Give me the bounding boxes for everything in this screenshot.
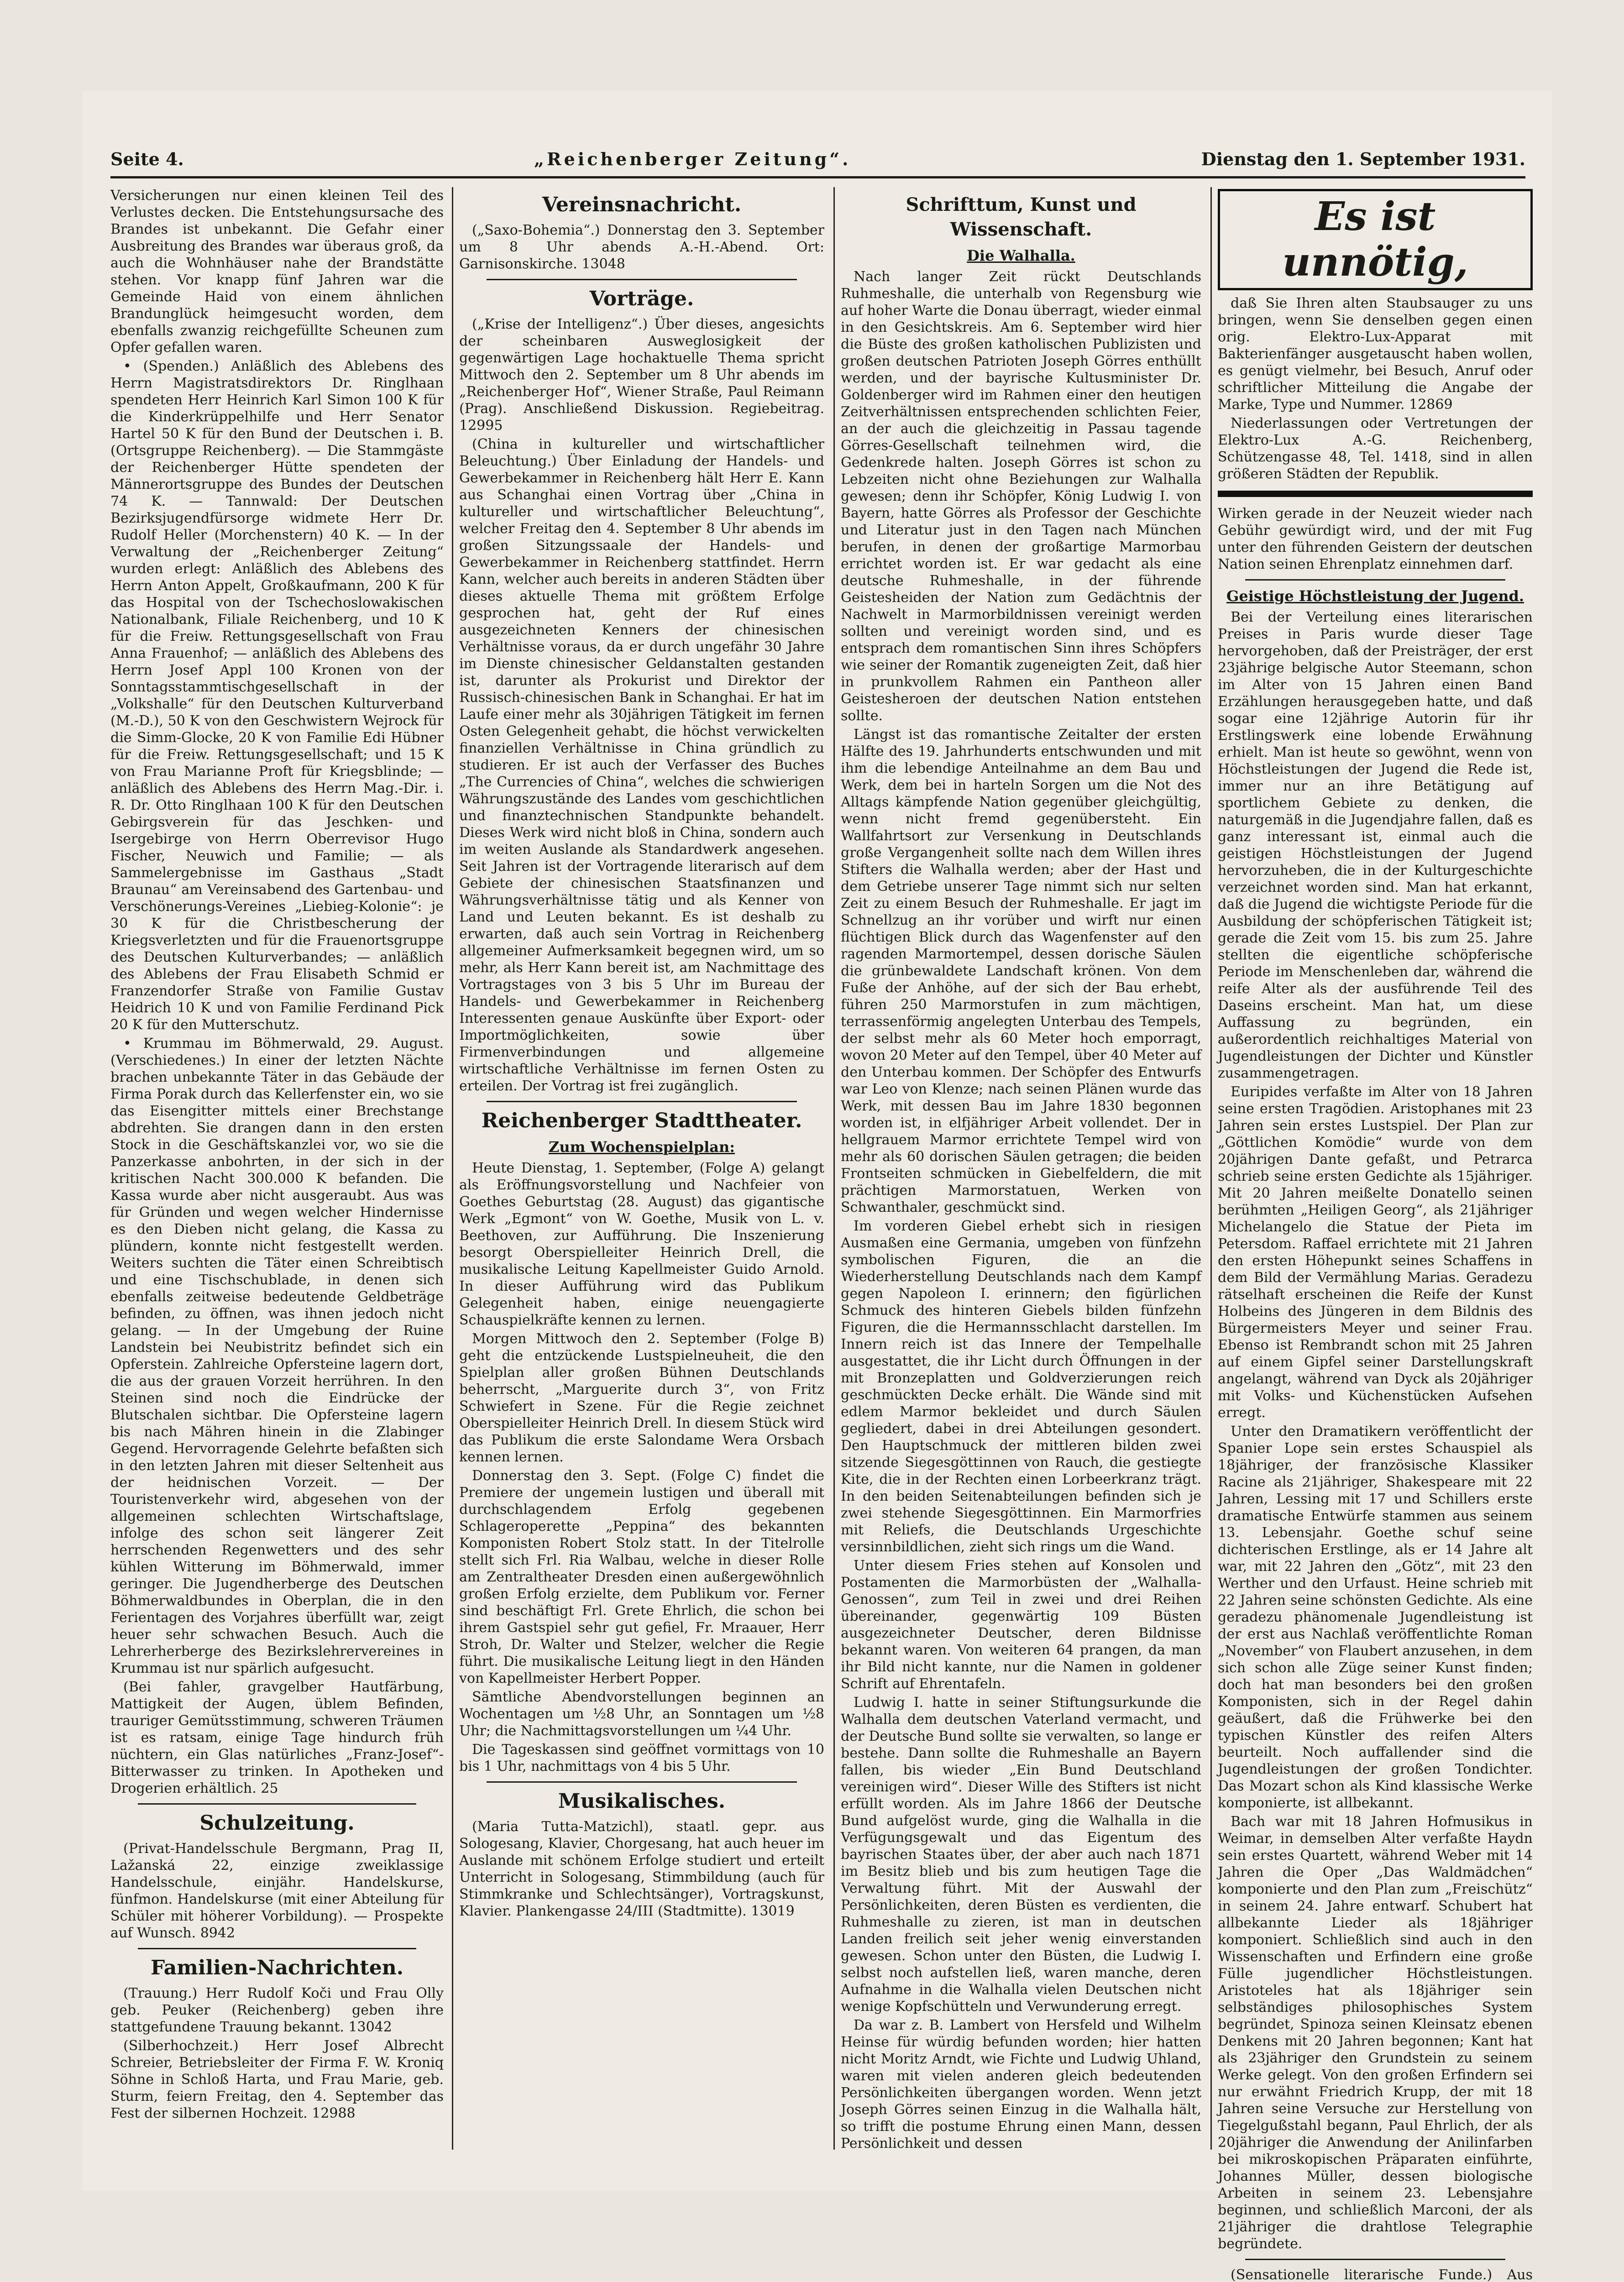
divider <box>487 1101 797 1102</box>
column-3 <box>841 187 1201 2150</box>
thick-divider <box>1218 491 1533 497</box>
notice-saxo-bohemia: („Saxo-Bohemia“.) Donnerstag den 3. September um 8 Uhr abends A.-H.-Abend. Ort: Garnisonskirche. 13048 <box>459 222 824 272</box>
column-rule <box>1210 187 1212 2150</box>
column-rule <box>452 187 453 2150</box>
article-china-lecture: (China in kultureller und wirtschaftlicher Beleuchtung.) Über Einladung der Handels- und Gewerbekammer in Reichenberg hält Herr E. Kann aus Schanghai einen Vortrag über „China in kultureller und wirtschaftlicher Beleuchtung“, welcher Freitag den 4. September 8 Uhr abends im großen Sitzungssaale der Handels- und Gewerbekammer in Reichenberg stattfindet. Herrn Kann, welcher auch bereits in anderen Städten über dieses aktuelle Thema mit größtem Erfolge gesprochen hat, geht der Ruf eines ausgezeichneten Kenners der chinesischen Verhältnisse voraus, da er durch ungefähr 30 Jahre im Dienste chinesischer Geldanstalten gestanden ist, darunter als Prokurist und Direktor der Russisch-chinesischen Bank in Schanghai. Er hat im Laufe einer mehr als 30jährigen Tätigkeit im fernen Osten Gelegenheit gehabt, die höchst verwickelten finanziellen Verhältnisse in China gründlich zu studieren. Er ist auch der Verfasser des Buches „The Currencies of China“, welches die schwierigen Währungszustände des Landes vom geschichtlichen und finanztechnischen Standpunkte behandelt. Dieses Werk wird nicht bloß in China, sondern auch im weiten Auslande als Standardwerk angesehen. Seit Jahren ist der Vortragende literarisch auf dem Gebiete der chinesischen Staatsfinanzen und Währungsverhältnisse tätig und als Kenner von Land und Leuten bekannt. Es ist deshalb zu erwarten, daß auch sein Vortrag in Reichenberg allgemeiner Aufmerksamkeit begegnen wird, um so mehr, als Herr Kann bereit ist, am Nachmittage des Vortragstages von 3 bis 5 Uhr im Bureau der Handels- und Gewerbekammer in Reichenberg Interessenten genaue Auskünfte über Export- oder Importmöglichkeiten, sowie über Firmenverbindungen und allgemeine wirtschaftliche Verhältnisse im fernen Osten zu erteilen. Der Vortrag ist frei zugänglich. <box>459 436 824 1094</box>
notice-handelsschule: (Privat-Handelsschule Bergmann, Prag II, Lažanská 22, einzige zweiklassige Handelsschule, einjähr. Handelskurse, fünfmon. Handelskurse (mit einer Abteilung für Schüler mit höherer Vorbildung). — Prospekte auf Wunsch. 8942 <box>110 1841 444 1941</box>
ad-headline-elektrolux: Es ist unnötig, <box>1218 189 1533 290</box>
notice-silberhochzeit: (Silberhochzeit.) Herr Josef Albrecht Schreier, Betriebsleiter der Firma F. W. Kroniq Söhne in Schloß Harta, und Frau Marie, geb. Sturm, feiern Freitag, den 4. September das Fest der silbernen Hochzeit. 12988 <box>110 2038 444 2121</box>
section-title-verein: Vereinsnachricht. <box>542 193 742 216</box>
divider <box>487 1781 797 1783</box>
notice-gesangsunterricht: (Maria Tutta-Matzichl), staatl. gepr. aus Sologesang, Klavier, Chorgesang, hat auch heuer im Auslande mit schönem Erfolge studiert und erteilt Unterricht in Sologesang, Stimmbildung (auch für Stimmkranke und Schlechtsänger), Vortragskunst, Klavier. Plankengasse 24/III (Stadtmitte). 13019 <box>459 1819 824 1919</box>
theater-peppina: Donnerstag den 3. Sept. (Folge C) findet die Premiere der ungemein lustigen und überall mit durchschlagendem Erfolg gegebenen Schlageroperette „Peppina“ des bekannten Komponisten Robert Stolz statt. In der Titelrolle stellt sich Frl. Ria Walbau, welche in dieser Rolle am Zentraltheater Dresden einen außergewöhnlich großen Erfolg erzielte, dem Publikum vor. Ferner sind beschäftigt Frl. Grete Ehrlich, die schon bei ihrem Gastspiel sehr gut gefiel, Fr. Mraauer, Herr Stroh, Dr. Walter und Stelzer, welcher die Regie führt. Die musikalische Leitung liegt in den Händen von Kapellmeister Herbert Popper. <box>459 1468 824 1686</box>
theater-box-office: Die Tageskassen sind geöffnet vormittags von 10 bis 1 Uhr, nachmittags von 4 bis 5 Uhr. <box>459 1742 824 1774</box>
divider <box>138 1948 416 1949</box>
paper-title: „Reichenberger Zeitung“. <box>534 148 851 169</box>
notice-trauung: (Trauung.) Herr Rudolf Koči und Frau Olly geb. Peuker (Reichenberg) geben ihre stattgefundene Trauung bekannt. 13042 <box>110 1985 444 2035</box>
issue-date: Dienstag den 1. September 1931. <box>1201 148 1525 169</box>
article-title-jugend: Geistige Höchstleistung der Jugend. <box>1226 587 1524 605</box>
section-title-schulzeitung: Schulzeitung. <box>199 1811 355 1835</box>
walhalla-paragraph: Da war z. B. Lambert von Hersfeld und Wilhelm Heinse für würdig befunden worden; hier hatten nicht Moritz Arndt, wie Fichte und Ludwig Uhland, waren mit vielen anderen gleich bedeutenden Persönlichkeiten übergangen worden. Wenn jetzt Joseph Görres seinen Einzug in die Walhalla hält, so trifft die postume Ehrung einen Mann, dessen Persönlichkeit und dessen <box>841 2017 1201 2151</box>
section-title-vortraege: Vorträge. <box>589 287 694 310</box>
article-donations: • (Spenden.) Anläßlich des Ablebens des Herrn Magistratsdirektors Dr. Ringlhaan spendeten Herr Heinrich Karl Simon 100 K für die Kinderkrüppelhilfe und Herr Senator Hartel 50 K für den Bund der Deutschen i. B. (Ortsgruppe Reichenberg). — Die Stammgäste der Reichenberger Hütte spendeten der Männerortsgruppe des Bundes der Deutschen 74 K. — Tannwald: Der Deutschen Bezirksjugendfürsorge widmete Herr Dr. Rudolf Heller (Morchenstern) 40 K. — In der Verwaltung der „Reichenberger Zeitung“ wurden erlegt: Anläßlich des Ablebens des Herrn Anton Appelt, Großkaufmann, 200 K für das Hospital von der Tschechoslowakischen Nationalbank, Filiale Reichenberg, und 10 K für die Freiw. Rettungsgesellschaft von Frau Anna Frauenhof; — anläßlich des Ablebens des Herrn Josef Appl 100 Kronen von der Sonntagsstammtischgesellschaft in der „Volkshalle“ für den Deutschen Kulturverband (M.-D.), 50 K von den Geschwistern Wejrock für die Simm-Glocke, 20 K von Familie Edi Hübner für die Freiw. Rettungsgesellschaft; und 15 K von Frau Marianne Proft für Kriegsblinde; — anläßlich des Ablebens des Herrn Mag.-Dir. i. R. Dr. Otto Ringlhaan 100 K für den Deutschen Gebirgsverein für das Jeschken- und Isergebirge von Herrn Oberrevisor Hugo Fischer, Neuwich und Familie; — als Sammelergebnisse im Gasthaus „Stadt Braunau“ am Vereinsabend des Gartenbau- und Verschönerungs-Vereines „Liebieg-Kolonie“: je 30 K für die Christbescherung der Kriegsverletzten und für die Frauenortsgruppe des Deutschen Kulturverbandes; — anläßlich des Ablebens der Frau Elisabeth Schmid er Franzendorfer Straße von Familie Gustav Heidrich 10 K und von Familie Ferdinand Pick 20 K für den Mutterschutz. <box>110 358 444 1033</box>
section-title-schrifttum: Schrifttum, Kunst und Wissenschaft. <box>906 194 1137 240</box>
theater-egmont: Heute Dienstag, 1. September, (Folge A) gelangt als Eröffnungsvorstellung und Nachfeier von Goethes Geburtstag (28. August) das gigantische Werk „Egmont“ von W. Goethe, Musik von L. v. Beethoven, zur Aufführung. Die Inszenierung besorgt Oberspielleiter Heinrich Drell, die musikalische Leitung Kapellmeister Guido Arnold. In dieser Aufführung wird das Publikum Gelegenheit haben, einige neuengagierte Schauspielkräfte kennen zu lernen. <box>459 1160 824 1328</box>
article-fire-end: Versicherungen nur einen kleinen Teil des Verlustes decken. Die Entstehungsursache des Brandes ist unbekannt. Die Gefahr einer Ausbreitung des Brandes war überaus groß, da auch die Wohnhäuser nahe der Brandstätte stehen. Vor knapp fünf Jahren war die Gemeinde Haid von einem ähnlichen Brandunglück heimgesucht worden, dem ebenfalls zwanzig reichgefüllte Scheunen zum Opfer gefallen waren. <box>110 188 444 356</box>
divider <box>138 1803 416 1805</box>
jugend-paragraph: Unter den Dramatikern veröffentlicht der Spanier Lope sein erstes Schauspiel als 18jähriger, der französische Klassiker Racine als 21jähriger, Shakespeare mit 22 Jahren, Lessing mit 17 und Schillers erste dramatische Entwürfe stammen aus seinem 13. Lebensjahr. Goethe schuf seine dichterischen Erstlinge, als er 14 Jahre alt war, mit 22 Jahren den „Götz“, mit 23 den Werther und den Urfaust. Heine schrieb mit 22 Jahren seine schönsten Gedichte. Als eine geradezu phänomenale Jugendleistung ist der erst aus Nachlaß veröffentlichte Roman „November“ von Flaubert anzusehen, in dem sich schon alle Züge seiner Kunst finden; doch hat man besonders bei den großen Komponisten, sich in der Regel dahin geäußert, daß die Frühwerke bei den typischen Künstler des reifen Alters beurteilt. Noch auffallender sind die Jugendleistungen der großen Tondichter. Das Mozart schon als Kind klassische Werke komponierte, ist allbekannt. <box>1218 1424 1533 1811</box>
page-number: Seite 4. <box>110 148 184 169</box>
theater-times: Sämtliche Abendvorstellungen beginnen an Wochentagen um ½8 Uhr, an Sonntagen um ½8 Uhr; die Nachmittagsvorstellungen um ¼4 Uhr. <box>459 1689 824 1739</box>
divider <box>487 279 797 280</box>
column-1 <box>110 187 444 2150</box>
section-title-musikalisches: Musikalisches. <box>558 1790 726 1813</box>
section-title-stadttheater: Reichenberger Stadttheater. <box>481 1109 802 1132</box>
ad-elektrolux-text: daß Sie Ihren alten Staubsauger zu uns bringen, wenn Sie denselben gegen einen orig. Elektro-Lux-Apparat mit Bakterienfänger ausgetauscht haben wollen, es genügt vielmehr, bei Besuch, Anruf oder schriftlicher Mitteilung die Angabe der Marke, Type und Nummer. 12869 <box>1218 295 1533 413</box>
jugend-paragraph: Bei der Verteilung eines literarischen Preises in Paris wurde dieser Tage hervorgehoben, daß der Preisträger, der erst 23jährige belgische Autor Steemann, schon im Alter von 15 Jahren einen Band Erzählungen herausgegeben hatte, und daß sogar eine 12jährige Autorin für ihr Erstlingswerk eine lobende Erwähnung erhielt. Man ist heute so gewöhnt, wenn von Höchstleistungen der Jugend die Rede ist, immer nur an ihre Betätigung auf sportlichem Gebiete zu denken, die naturgemäß in die Jugendjahre fallen, daß es ganz interessant ist, einmal auch die geistigen Höchstleistungen der Jugend hervorzuheben, die in der Kulturgeschichte verzeichnet worden sind. Man hat erkannt, daß die Jugend die wichtigste Periode für die Ausbildung der schöpferischen Tätigkeit ist; gerade die Zeit vom 15. bis zum 25. Jahre stellten die eigentliche schöpferische Periode im Menschenleben dar, während die reife Alter als der ausführende Teil des Daseins erscheint. Man hat, um diese Auffassung zu begründen, ein außerordentlich reichhaltiges Material von Jugendleistungen der Dichter und Künstler zusammengetragen. <box>1218 609 1533 1081</box>
walhalla-paragraph: Ludwig I. hatte in seiner Stiftungsurkunde die Walhalla dem deutschen Vaterland vermacht, und der Deutsche Bund sollte sie verwalten, so lange er bestehe. Dann sollte die Ruhmeshalle an Bayern fallen, bis wieder „Ein Bund Deutschland vereinigen wird“. Dieser Wille des Stifters ist nicht erfüllt worden. Als im Jahre 1866 der Deutsche Bund aufgelöst wurde, ging die Walhalla in die Verfügungsgewalt und das Eigentum des bayrischen Staates über, der aber auch nach 1871 im Besitz blieb und bis zum heutigen Tage die Verwaltung führt. Mit der Auswahl der Persönlichkeiten, deren Büsten es verdienten, die Ruhmeshalle zu zieren, ist man in deutschen Landen freilich seit jeher wenig einverstanden gewesen. Schon unter den Büsten, die Ludwig I. selbst noch aufstellen ließ, waren manche, deren Aufnahme in die Walhalla vielen Deutschen nicht wenige Kopfschütteln und Verwunderung erregt. <box>841 1695 1201 2015</box>
jugend-paragraph: Euripides verfaßte im Alter von 18 Jahren seine ersten Tragödien. Aristophanes mit 23 Jahren sein erstes Lustspiel. Der Plan zur „Göttlichen Komödie“ wurde von dem 20jährigen Dante gefaßt, und Petrarca schrieb seine ersten Gedichte als 15jähriger. Mit 20 Jahren meißelte Donatello seinen berühmten „Heiligen Georg“, als 21jähriger Michelangelo die Statue der Pieta im Petersdom. Raffael errichtete mit 21 Jahren den ersten Höhepunkt seines Schaffens in dem Bild der Vermählung Marias. Geradezu rätselhaft erscheinen die Reife der Kunst Holbeins des Jüngeren in dem Bildnis des Bürgermeisters Meyer und seiner Frau. Ebenso ist Rembrandt schon mit 25 Jahren auf einem Gipfel seiner Darstellungskraft angelangt, während van Dyck als 20jähriger mit Volks- und Küchenstücken Aufsehen erregt. <box>1218 1084 1533 1421</box>
walhalla-paragraph: Nach langer Zeit rückt Deutschlands Ruhmeshalle, die unterhalb von Regensburg wie auf hoher Warte die Donau überragt, wieder einmal in den Gesichtskreis. Am 6. September wird hier die Büste des großen katholischen Publizisten und großen deutschen Patrioten Joseph Görres enthüllt werden, und der bayrische Kultusminister Dr. Goldenberger wird im Rahmen einer den heutigen Zeitverhältnissen entsprechenden schlichten Feier, an der auch die gleichzeitig in Passau tagende Görres-Gesellschaft teilnehmen wird, die Gedenkrede halten. Joseph Görres ist schon zu Lebzeiten nicht ohne Beziehungen zur Walhalla gewesen; denn ihr Schöpfer, König Ludwig I. von Bayern, hatte Görres als Professor der Geschichte und Literatur just in den Tagen nach München berufen, in denen der großartige Marmorbau errichtet worden ist. Er war gedacht als eine deutsche Ruhmeshalle, in der führende Geistesheiden der Nation zum Gedächtnis der Nachwelt in Marmorbildnissen vereinigt werden sollten und vereinigt worden sind, und es entsprach dem romantischen Sinn ihres Schöpfers wie seiner der Romantik zugeneigten Zeit, daß hier in prunkvollem Rahmen ein Pantheon aller Geistesheroen der deutschen Nation entstehen sollte. <box>841 269 1201 724</box>
section-title-familien: Familien-Nachrichten. <box>150 1956 404 1979</box>
walhalla-continuation: Wirken gerade in der Neuzeit wieder nach Gebühr gewürdigt wird, und der mit Fug unter den führenden Geistern der deutschen Nation seinen Ehrenplatz einnehmen darf. <box>1218 506 1533 572</box>
walhalla-paragraph: Im vorderen Giebel erhebt sich in riesigen Ausmaßen eine Germania, umgeben von fünfzehn symbolischen Figuren, die an die Wiederherstellung Deutschlands nach dem Kampf gegen Napoleon I. erinnern; den figürlichen Schmuck des hinteren Giebels bilden fünfzehn Figuren, die die Hermannsschlacht darstellen. Im Innern reich ist das Innere der Tempelhalle ausgestattet, die ihr Licht durch Öffnungen in der mit Bronzeplatten und Goldverzierungen reich geschmückten Decke erhält. Die Wände sind mit edlem Marmor bekleidet und durch Säulen gegliedert, dabei in drei Abteilungen gesondert. Den Hauptschmuck der mittleren bilden zwei sitzende Siegesgöttinnen von Rauch, die gestiegte Kite, die in der Rechten einen Lorbeerkranz trägt. In den beiden Seitenabteilungen befinden sich je zwei stehende Siegesgöttinnen. Ein Marmorfries mit Reliefs, die Deutschlands Urgeschichte versinnbildlichen, zieht sich rings um die Wand. <box>841 1218 1201 1555</box>
walhalla-paragraph: Unter diesem Fries stehen auf Konsolen und Postamenten die Marmorbüsten der „Walhalla-Genossen“, zum Teil in zwei und drei Reihen übereinander, gegenwärtig 109 Büsten ausgezeichneter Deutscher, deren Bildnisse bekannt waren. Von weiteren 64 prangen, da man ihr Bild nicht kannte, nur die Namen in goldener Schrift auf Ehrentafeln. <box>841 1558 1201 1692</box>
divider <box>1245 2259 1505 2260</box>
masthead <box>110 145 1525 173</box>
masthead-rule <box>110 176 1525 178</box>
column-rule <box>833 187 835 2150</box>
article-krummau: • Krummau im Böhmerwald, 29. August. (Verschiedenes.) In einer der letzten Nächte brachen unbekannte Täter in das Gebäude der Firma Porak durch das Kellerfenster ein, wo sie das Eisengitter mittels einer Brechstange abdrehten. Sie drangen dann in den ersten Stock in die Geschäftskanzlei vor, wo sie die Panzerkasse anbohrten, in der sich in der kritischen Nacht 300.000 K befanden. Die Kassa wurde aber nicht ausgeraubt. Aus was für Gründen und wegen welcher Hindernisse es den Dieben nicht gelang, die Kassa zu plündern, konnte nicht festgestellt werden. Weiters suchten die Täter einen Schreibtisch und eine Tischschublade, in denen sich ebenfalls zeitweise bedeutende Geldbeträge befinden, zu öffnen, was ihnen jedoch nicht gelang. — In der Umgebung der Ruine Landstein bei Neubistritz befindet sich ein Opferstein. Zahlreiche Opfersteine lagern dort, die aus der grauen Vorzeit herrühren. In den Steinen sind noch die Eindrücke der Blutschalen sichtbar. Die Opfersteine lagern bis nach Mähren hinein in die Zlabinger Gegend. Hervorragende Gelehrte befaßten sich in den letzten Jahren mit dieser Seltenheit aus der heidnischen Vorzeit. — Der Touristenverkehr wird, abgesehen von der allgemeinen schlechten Wirtschaftslage, infolge des schon seit längerer Zeit herrschenden Regenwetters und des sehr kühlen Witterung im Böhmerwald, immer geringer. Die Jugendherberge des Deutschen Böhmerwaldbundes in Oberplan, die in den Ferientagen des Vorjahres überfüllt war, zeigt heuer sehr schwachen Besuch. Auch die Lehrerherberge des Bezirkslehrervereines in Krummau ist nur spärlich aufgesucht. <box>110 1036 444 1676</box>
walhalla-paragraph: Längst ist das romantische Zeitalter der ersten Hälfte des 19. Jahrhunderts entschwunden und mit ihm die lebendige Anteilnahme an dem Bau und Werk, dem bei in harteln Sorgen um die Not des Alltags kämpfende Nation gegenüber gleichgültig, wenn nicht fremd gegenübersteht. Ein Wallfahrtsort zur Versenkung in Deutschlands große Vergangenheit sollte nach dem Willen ihres Stifters die Walhalla werden; aber der Hast und dem Getriebe unserer Tage nimmt sich nur selten Zeit zu einem Besuch der Ruhmeshalle. Er jagt im Schnellzug an ihr vorüber und wirft nur einen flüchtigen Blick durch das Wagenfenster auf den ragenden Marmortempel, dessen dorische Säulen die grünbewaldete Landschaft krönen. Von dem Fuße der Anhöhe, auf der sich der Bau erhebt, führen 250 Marmorstufen in zum mächtigen, terrassenförmig angelegten Unterbau des Tempels, der selbst mehr als 60 Meter hoch emporragt, wovon 20 Meter auf den Tempel, über 40 Meter auf den Unterbau kommen. Der Schöpfer des Entwurfs war Leo von Klenze; nach seinen Plänen wurde das Werk, mit dessen Bau im Jahre 1830 begonnen worden ist, in elfjähriger Arbeit vollendet. Der in hellgrauem Marmor errichtete Tempel wird von mehr als 60 dorischen Säulen getragen; die beiden Frontseiten schmücken in Giebelfeldern, die mit prächtigen Marmorstatuen, Werken von Schwanthaler, geschmückt sind. <box>841 727 1201 1215</box>
notice-literarische-funde: (Sensationelle literarische Funde.) Aus <box>1231 2267 1533 2282</box>
column-2 <box>459 187 824 2150</box>
ad-elektrolux-branches: Niederlassungen oder Vertretungen der Elektro-Lux A.-G. Reichenberg, Schützengasse 48, Tel. 1418, sind in allen größeren Städten der Republik. <box>1218 415 1533 482</box>
notice-krise-intelligenz: („Krise der Intelligenz“.) Über dieses, angesichts der scheinbaren Ausweglosigkeit der gegenwärtigen Lage hochaktuelle Thema spricht Mittwoch den 2. September um 8 Uhr abends im „Reichenberger Hof“, Wiener Straße, Paul Reimann (Prag). Anschließend Diskussion. Regiebeitrag. 12995 <box>459 316 824 434</box>
jugend-paragraph: Bach war mit 18 Jahren Hofmusikus in Weimar, in demselben Alter verfaßte Haydn sein erstes Quartett, während Weber mit 14 Jahren die Oper „Das Waldmädchen“ komponierte und den Plan zum „Freischütz“ in seinem 24. Jahre entwarf. Schubert hat allbekannte Lieder als 18jähriger komponiert. Schließlich sind auch in den Wissenschaften und Erfindern eine große Fülle jugendlicher Höchstleistungen. Aristoteles hat als 18jähriger sein selbständiges philosophisches System begründet, Spinoza seinen Kleinsatz ebenen Denkens mit 20 Jahren begonnen; Kant hat als 23jähriger den Grundstein zu seinem Werke gelegt. Von den großen Erfindern sei nur erwähnt Friedrich Krupp, der mit 18 Jahren seine Versuche zur Herstellung von Tiegelgußstahl begann, Paul Ehrlich, der als 20jähriger die Anwendung der Anilinfarben bei mikroskopischen Präparaten einführte, Johannes Müller, dessen biologische Arbeiten in seinem 23. Lebensjahre beginnen, und schließlich Marconi, der als 21jähriger die drahtlose Telegraphie begründete. <box>1218 1814 1533 2252</box>
column-4 <box>1218 187 1533 2282</box>
article-title-walhalla: Die Walhalla. <box>967 247 1075 264</box>
theater-marguerite: Morgen Mittwoch den 2. September (Folge B) geht die entzückende Lustspielneuheit, die den Spielplan aller großen Bühnen Deutschlands beherrscht, „Marguerite durch 3“, von Fritz Schwiefert in Szene. Für die Regie zeichnet Oberspielleiter Heinrich Drell. In diesem Stück wird das Publikum die erste Salondame Wera Orsbach kennen lernen. <box>459 1331 824 1465</box>
ad-bitterwasser: (Bei fahler, gravgelber Hautfärbung, Mattigkeit der Augen, üblem Befinden, trauriger Gemütsstimmung, schweren Träumen ist es ratsam, einige Tage hindurch früh nüchtern, ein Glas natürliches „Franz-Josef“-Bitterwasser zu trinken. In Apotheken und Drogerien erhältlich. 25 <box>110 1679 444 1796</box>
theater-subtitle: Zum Wochenspielplan: <box>548 1138 735 1156</box>
divider <box>1245 579 1505 581</box>
